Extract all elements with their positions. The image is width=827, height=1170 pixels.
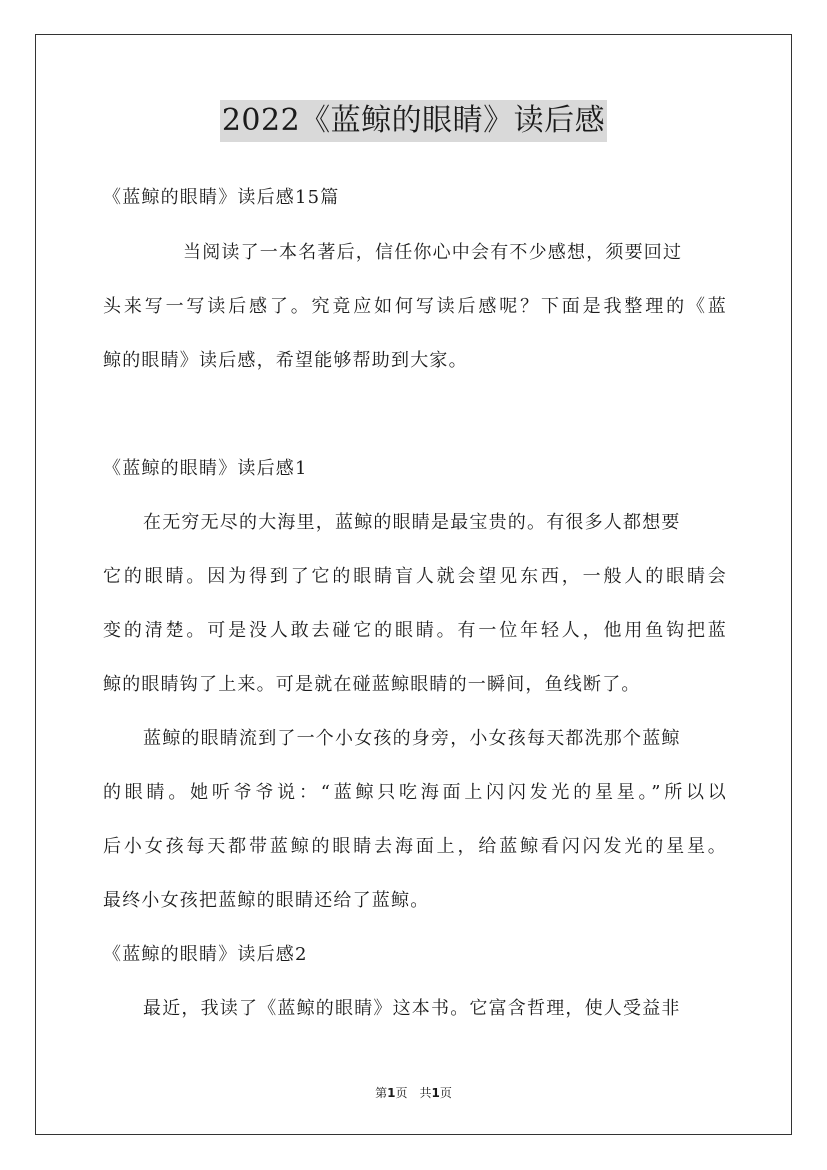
intro-line: 当阅读了一本名著后，信任你心中会有不少感想，须要回过 bbox=[183, 242, 683, 263]
section-heading: 《蓝鲸的眼睛》读后感2 bbox=[103, 944, 308, 965]
paragraph-line: 蓝鲸的眼睛流到了一个小女孩的身旁，小女孩每天都洗那个蓝鲸 bbox=[143, 728, 681, 749]
document-subtitle: 《蓝鲸的眼睛》读后感15篇 bbox=[103, 187, 340, 208]
paragraph-line: 最近，我读了《蓝鲸的眼睛》这本书。它富含哲理，使人受益非 bbox=[143, 998, 681, 1019]
intro-line: 鲸的眼睛》读后感，希望能够帮助到大家。 bbox=[103, 350, 468, 371]
footer-page-total: 1 bbox=[431, 1086, 440, 1100]
intro-line: 头来写一写读后感了。究竟应如何写读后感呢？下面是我整理的《蓝 bbox=[103, 296, 727, 317]
footer-page-number: 1 bbox=[387, 1086, 396, 1100]
footer-page-mid: 页 共 bbox=[395, 1086, 432, 1100]
page-footer bbox=[0, 1084, 827, 1101]
footer-page-prefix: 第 bbox=[375, 1086, 388, 1100]
paragraph-line: 最终小女孩把蓝鲸的眼睛还给了蓝鲸。 bbox=[103, 890, 430, 911]
paragraph-line: 的眼睛。她听爷爷说：“蓝鲸只吃海面上闪闪发光的星星。”所以以 bbox=[103, 782, 727, 803]
section-heading: 《蓝鲸的眼睛》读后感1 bbox=[103, 458, 308, 479]
paragraph-line: 后小女孩每天都带蓝鲸的眼睛去海面上，给蓝鲸看闪闪发光的星星。 bbox=[103, 836, 727, 857]
paragraph-line: 在无穷无尽的大海里，蓝鲸的眼睛是最宝贵的。有很多人都想要 bbox=[143, 512, 681, 533]
paragraph-line: 它的眼睛。因为得到了它的眼睛盲人就会望见东西，一般人的眼睛会 bbox=[103, 566, 727, 587]
paragraph-line: 鲸的眼睛钩了上来。可是就在碰蓝鲸眼睛的一瞬间，鱼线断了。 bbox=[103, 674, 641, 695]
paragraph-line: 变的清楚。可是没人敢去碰它的眼睛。有一位年轻人，他用鱼钩把蓝 bbox=[103, 620, 727, 641]
footer-page-suffix: 页 bbox=[439, 1086, 452, 1100]
title-container bbox=[0, 100, 827, 142]
document-title: 2022《蓝鲸的眼睛》读后感 bbox=[220, 100, 607, 142]
